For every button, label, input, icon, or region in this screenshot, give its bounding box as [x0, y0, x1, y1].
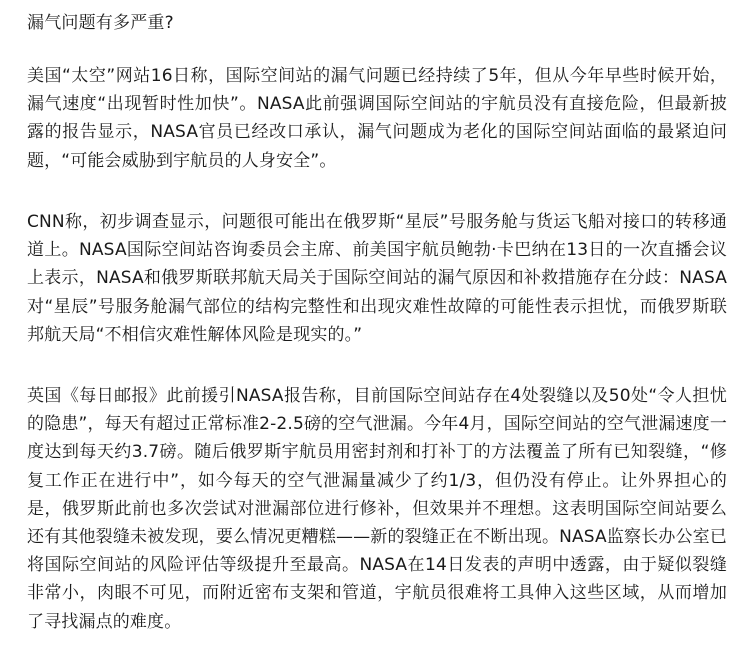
section-heading: 漏气问题有多严重? [27, 13, 174, 33]
paragraph-3: 英国《每日邮报》此前援引NASA报告称，目前国际空间站存在4处裂缝以及50处“令人担忧的隐患”，每天有超过正常标准2-2.5磅的空气泄漏。今年4月，国际空间站的空气泄漏速度一度达到每天约3.7磅。随后俄罗斯宇航员用密封剂和打补丁的方法覆盖了所有已知裂缝，“修复工作正在进行中”，如今每天的空气泄漏量减少了约1/3，但仍没有停止。让外界担心的是，俄罗斯此前也多次尝试对泄漏部位进行修补，但效果并不理想。这表明国际空间站要么还有其他裂缝未被发现，要么情况更糟糕——新的裂缝正在不断出现。NASA监察长办公室已将国际空间站的风险评估等级提升至最高。NASA在14日发表的声明中透露，由于疑似裂缝非常小，肉眼不可见，而附近密布支架和管道，宇航员很难将工具伸入这些区域，从而增加了寻找漏点的难度。 [27, 386, 727, 632]
paragraph-1: 美国“太空”网站16日称，国际空间站的漏气问题已经持续了5年，但从今年早些时候开始，漏气速度“出现暂时性加快”。NASA此前强调国际空间站的宇航员没有直接危险，但最新披露的报告显示，NASA官员已经改口承认，漏气问题成为老化的国际空间站面临的最紧迫问题，“可能会威胁到宇航员的人身安全”。 [27, 66, 727, 171]
paragraph-2: CNN称，初步调查显示，问题很可能出在俄罗斯“星辰”号服务舱与货运飞船对接口的转移通道上。NASA国际空间站咨询委员会主席、前美国宇航员鲍勃·卡巴纳在13日的一次直播会议上表示，NASA和俄罗斯联邦航天局关于国际空间站的漏气原因和补救措施存在分歧：NASA对“星辰”号服务舱漏气部位的结构完整性和出现灾难性故障的可能性表示担忧，而俄罗斯联邦航天局“不相信灾难性解体风险是现实的。” [27, 212, 727, 345]
